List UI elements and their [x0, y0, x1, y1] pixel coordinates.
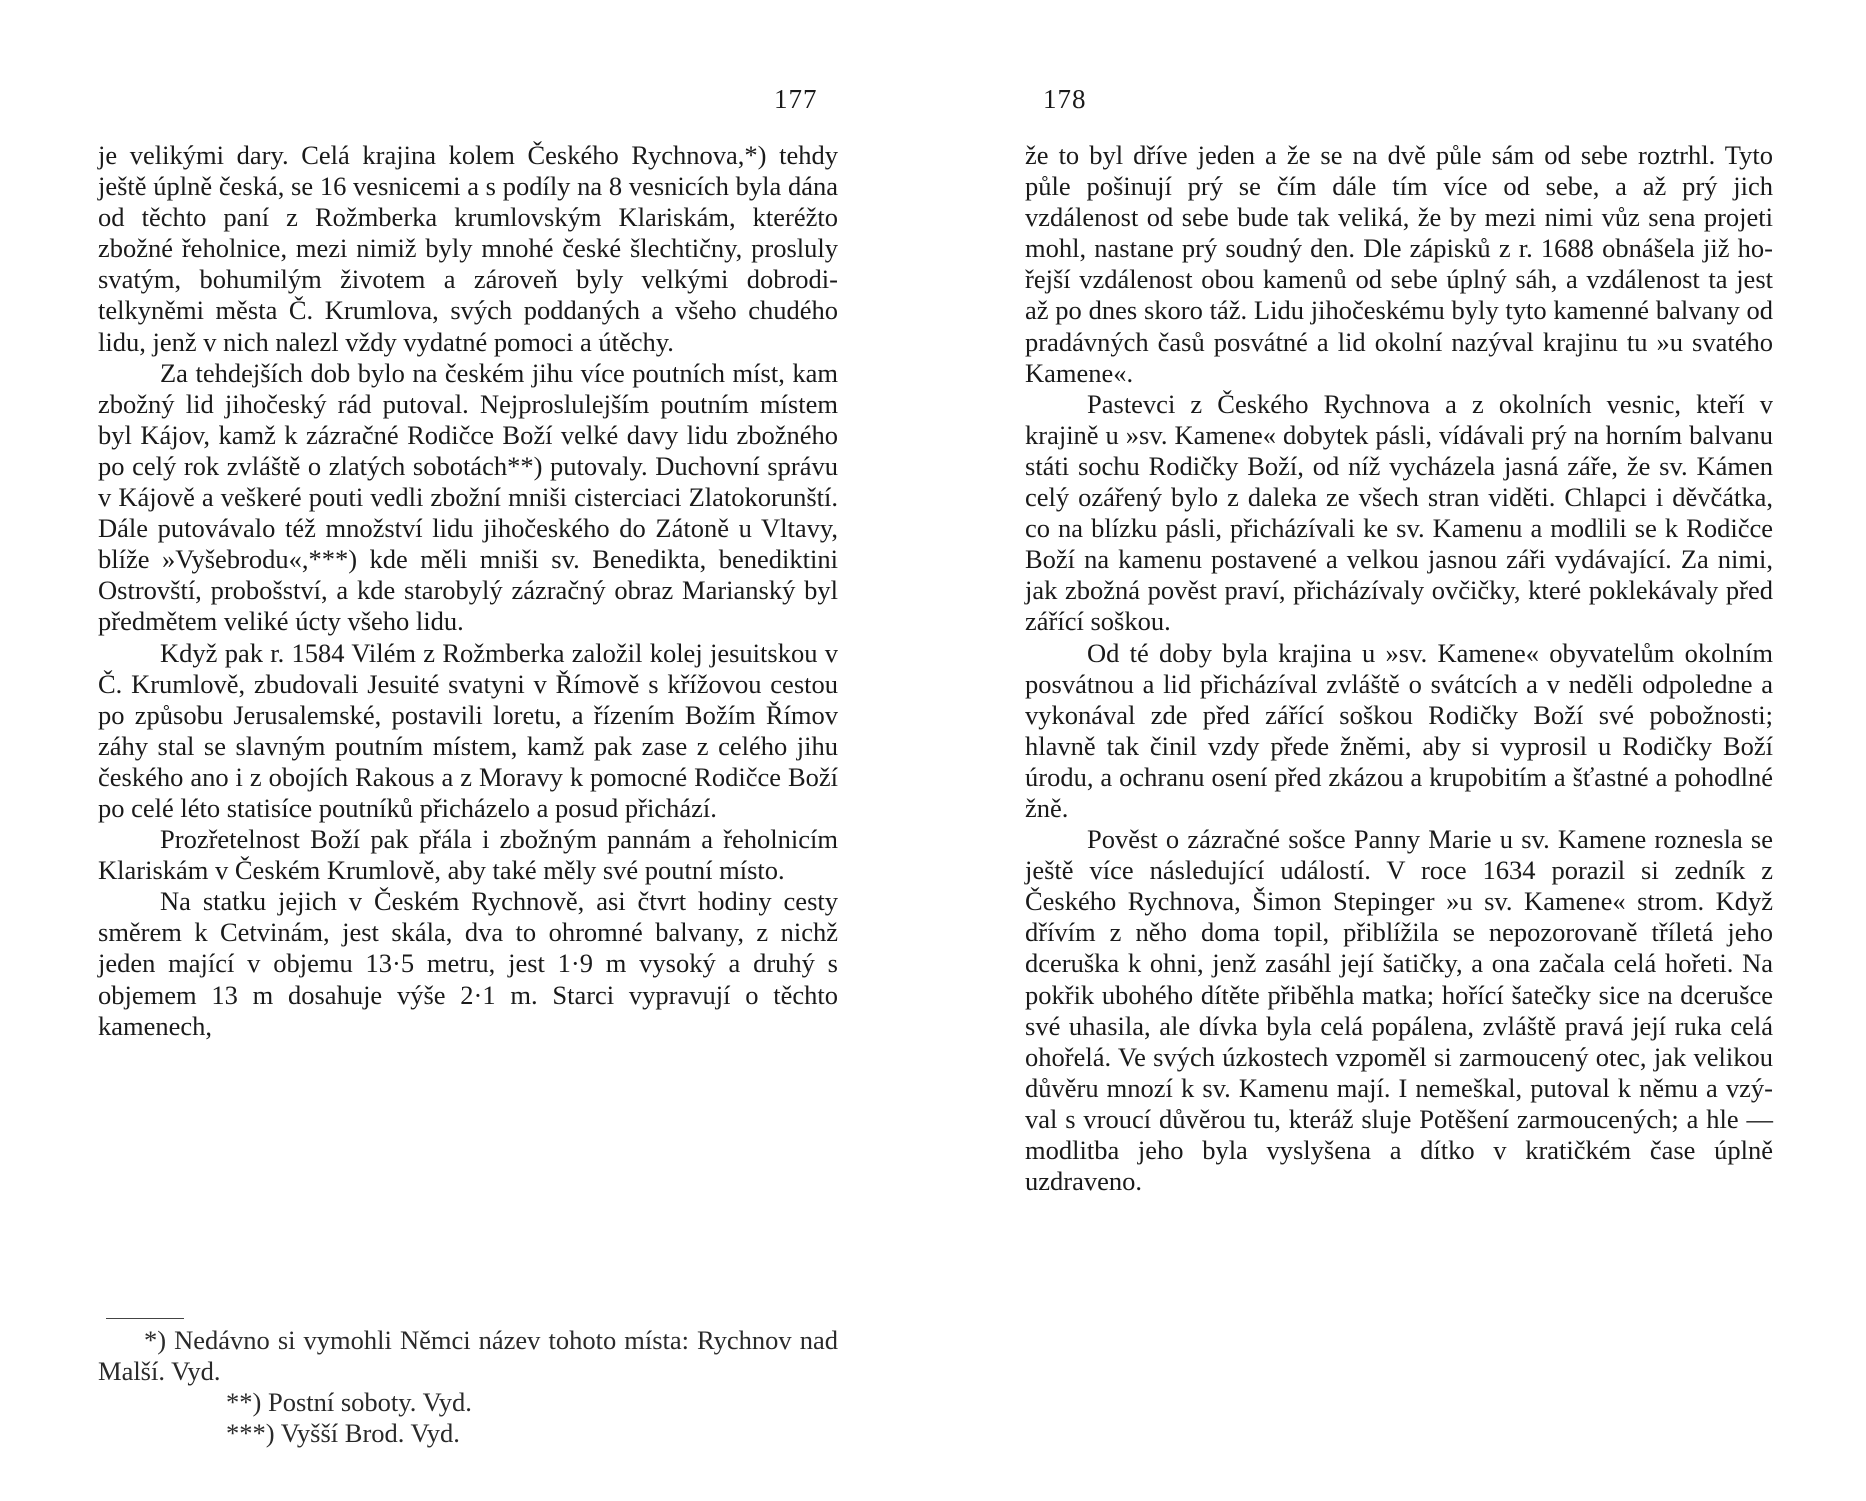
paragraph: Za tehdejších dob bylo na českém jihu více poutních míst, kam zbožný lid jihočeský rád putoval. Nejproslulejším poutním místem byl Kájov, kamž k zázračné Rodičce Boží velké davy lidu zbožného po celý rok zvláště o zlatých sobotách**) putovaly. Duchovní správu v Kájově a veškeré pouti vedli zbožní mniši cisterciaci Zlatokorunští. Dále putovávalo též množství lidu jihočeského do Zátoně u Vltavy, blíže »Vyšebrodu«,***) kde měli mniši sv. Benedikta, benediktini Ostrovští, probošství, a kde starobylý zázračný obraz Marianský byl předmětem veliké úcty všeho lidu. — [98, 357, 838, 637]
paragraph: že to byl dříve jeden a že se na dvě půle sám od sebe roztrhl. Tyto půle pošinují prý se čím dále tím více od sebe, a až prý jich vzdálenost od sebe bude tak veliká, že by mezi nimi vůz sena projeti mohl, nastane prý soudný den. Dle zápisků z r. 1688 obnášela již hořejší vzdálenost obou kamenů od sebe úplný sáh, a vzdálenost ta jest až po dnes skoro táž. Lidu jihočeskému byly tyto kamenné balvany od pradávných časů posvátné a lid okolní nazýval krajinu tu »u svatého Kamene«. — [1025, 140, 1773, 388]
left-page-body — [98, 140, 838, 1042]
paragraph: Od té doby byla krajina u »sv. Kamene« obyvatelům okolním posvátnou a lid přicházíval zvláště o svátcích a v neděli odpoledne a vykonával zde před zářící soškou Rodičky Boží své pobožnosti; hlavně tak činil vzdy přede žněmi, aby si vyprosil u Rodičky Boží úrodu, a ochranu osení před zkázou a krupobitím a šťastné a pohodlné žně. — [1025, 637, 1773, 823]
right-page-body — [1025, 140, 1773, 1197]
footnotes — [98, 1318, 838, 1449]
page-number-left: 177 — [774, 84, 818, 114]
paragraph: Pověst o zázračné sošce Panny Marie u sv. Kamene roznesla se ještě více následující událostí. V roce 1634 porazil si zedník z Českého Rychnova, Šimon Stepinger »u sv. Kamene« strom. Když dřívím z něho doma topil, přiblížila se nepozorovaně tříletá jeho dceruška k ohni, jenž zasáhl její šatičky, a ona začala celá hořeti. Na pokřik ubohého dítěte přiběhla matka; hořící šatečky sice na dcerušce své uhasila, ale dívka byla celá popálena, zvláště pravá její ruka celá ohořelá. Ve svých úzkostech vzpoměl si zarmoucený otec, jak velikou důvěru mnozí k sv. Kamenu mají. I nemeškal, putoval k němu a vzýval s vroucí důvěrou tu, kteráž sluje Potěšení zarmoucených; a hle — modlitba jeho byla vyslyšena a dítko v kratičkém čase úplně uzdraveno. — [1025, 824, 1773, 1197]
footnote: ***) Vyšší Brod. Vyd. — [226, 1418, 460, 1449]
footnote: *) Nedávno si vymohli Němci název tohoto místa: Rychnov nad Malší. Vyd. — [98, 1325, 838, 1387]
paragraph: Když pak r. 1584 Vilém z Rožmberka založil kolej jesuitskou v Č. Krumlově, zbudovali Jesuité svatyni v Římově s křížovou cestou po způsobu Jerusalemské, postavili loretu, a řízením Božím Římov záhy stal se slavným poutním místem, kamž pak zase z celého jihu českého ano i z obojích Rakous a z Moravy k pomocné Rodičce Boží po celé léto statisíce poutníků přicházelo a posud přichází. — [98, 637, 838, 823]
paragraph: je velikými dary. Celá krajina kolem Českého Rychnova,*) tehdy ještě úplně česká, se 16 vesnicemi a s podíly na 8 vesnicích byla dána od těchto paní z Rožmberka krumlovským Klariskám, kteréžto zbožné řeholnice, mezi nimiž byly mnohé české šlechtičny, prosluly svatým, bohumilým životem a zároveň byly velkými dobroditelkyněmi města Č. Krumlova, svých poddaných a všeho chudého lidu, jenž v nich nalezl vždy vydatné pomoci a útěchy. — [98, 140, 838, 357]
footnote-rule — [106, 1318, 184, 1319]
paragraph: Na statku jejich v Českém Rychnově, asi čtvrt hodiny cesty směrem k Cetvinám, jest skála, dva to ohromné balvany, z nichž jeden mající v objemu 13·5 metru, jest 1·9 m vysoký a druhý s objemem 13 m dosahuje výše 2·1 m. Starci vypravují o těchto kamenech, — [98, 886, 838, 1041]
paragraph: Pastevci z Českého Rychnova a z okolních vesnic, kteří v krajině u »sv. Kamene« dobytek pásli, vídávali prý na horním balvanu státi sochu Rodičky Boží, od níž vycházela jasná záře, že sv. Kámen celý ozářený bylo z daleka ze všech stran viděti. Chlapci i děvčátka, co na blízku pásli, přicházívali ke sv. Kamenu a modlili se k Rodičce Boží na kamenu postavené a velkou jasnou záři vydávající. Za nimi, jak zbožná pověst praví, přicházívaly ovčičky, které poklekávaly před zářící soškou. — [1025, 388, 1773, 637]
page-number-right: 178 — [1043, 84, 1087, 114]
footnote: **) Postní soboty. Vyd. — [226, 1387, 472, 1418]
paragraph: Prozřetelnost Boží pak přála i zbožným pannám a řeholnicím Klariskám v Českém Krumlově, aby také měly své poutní místo. — [98, 824, 838, 886]
